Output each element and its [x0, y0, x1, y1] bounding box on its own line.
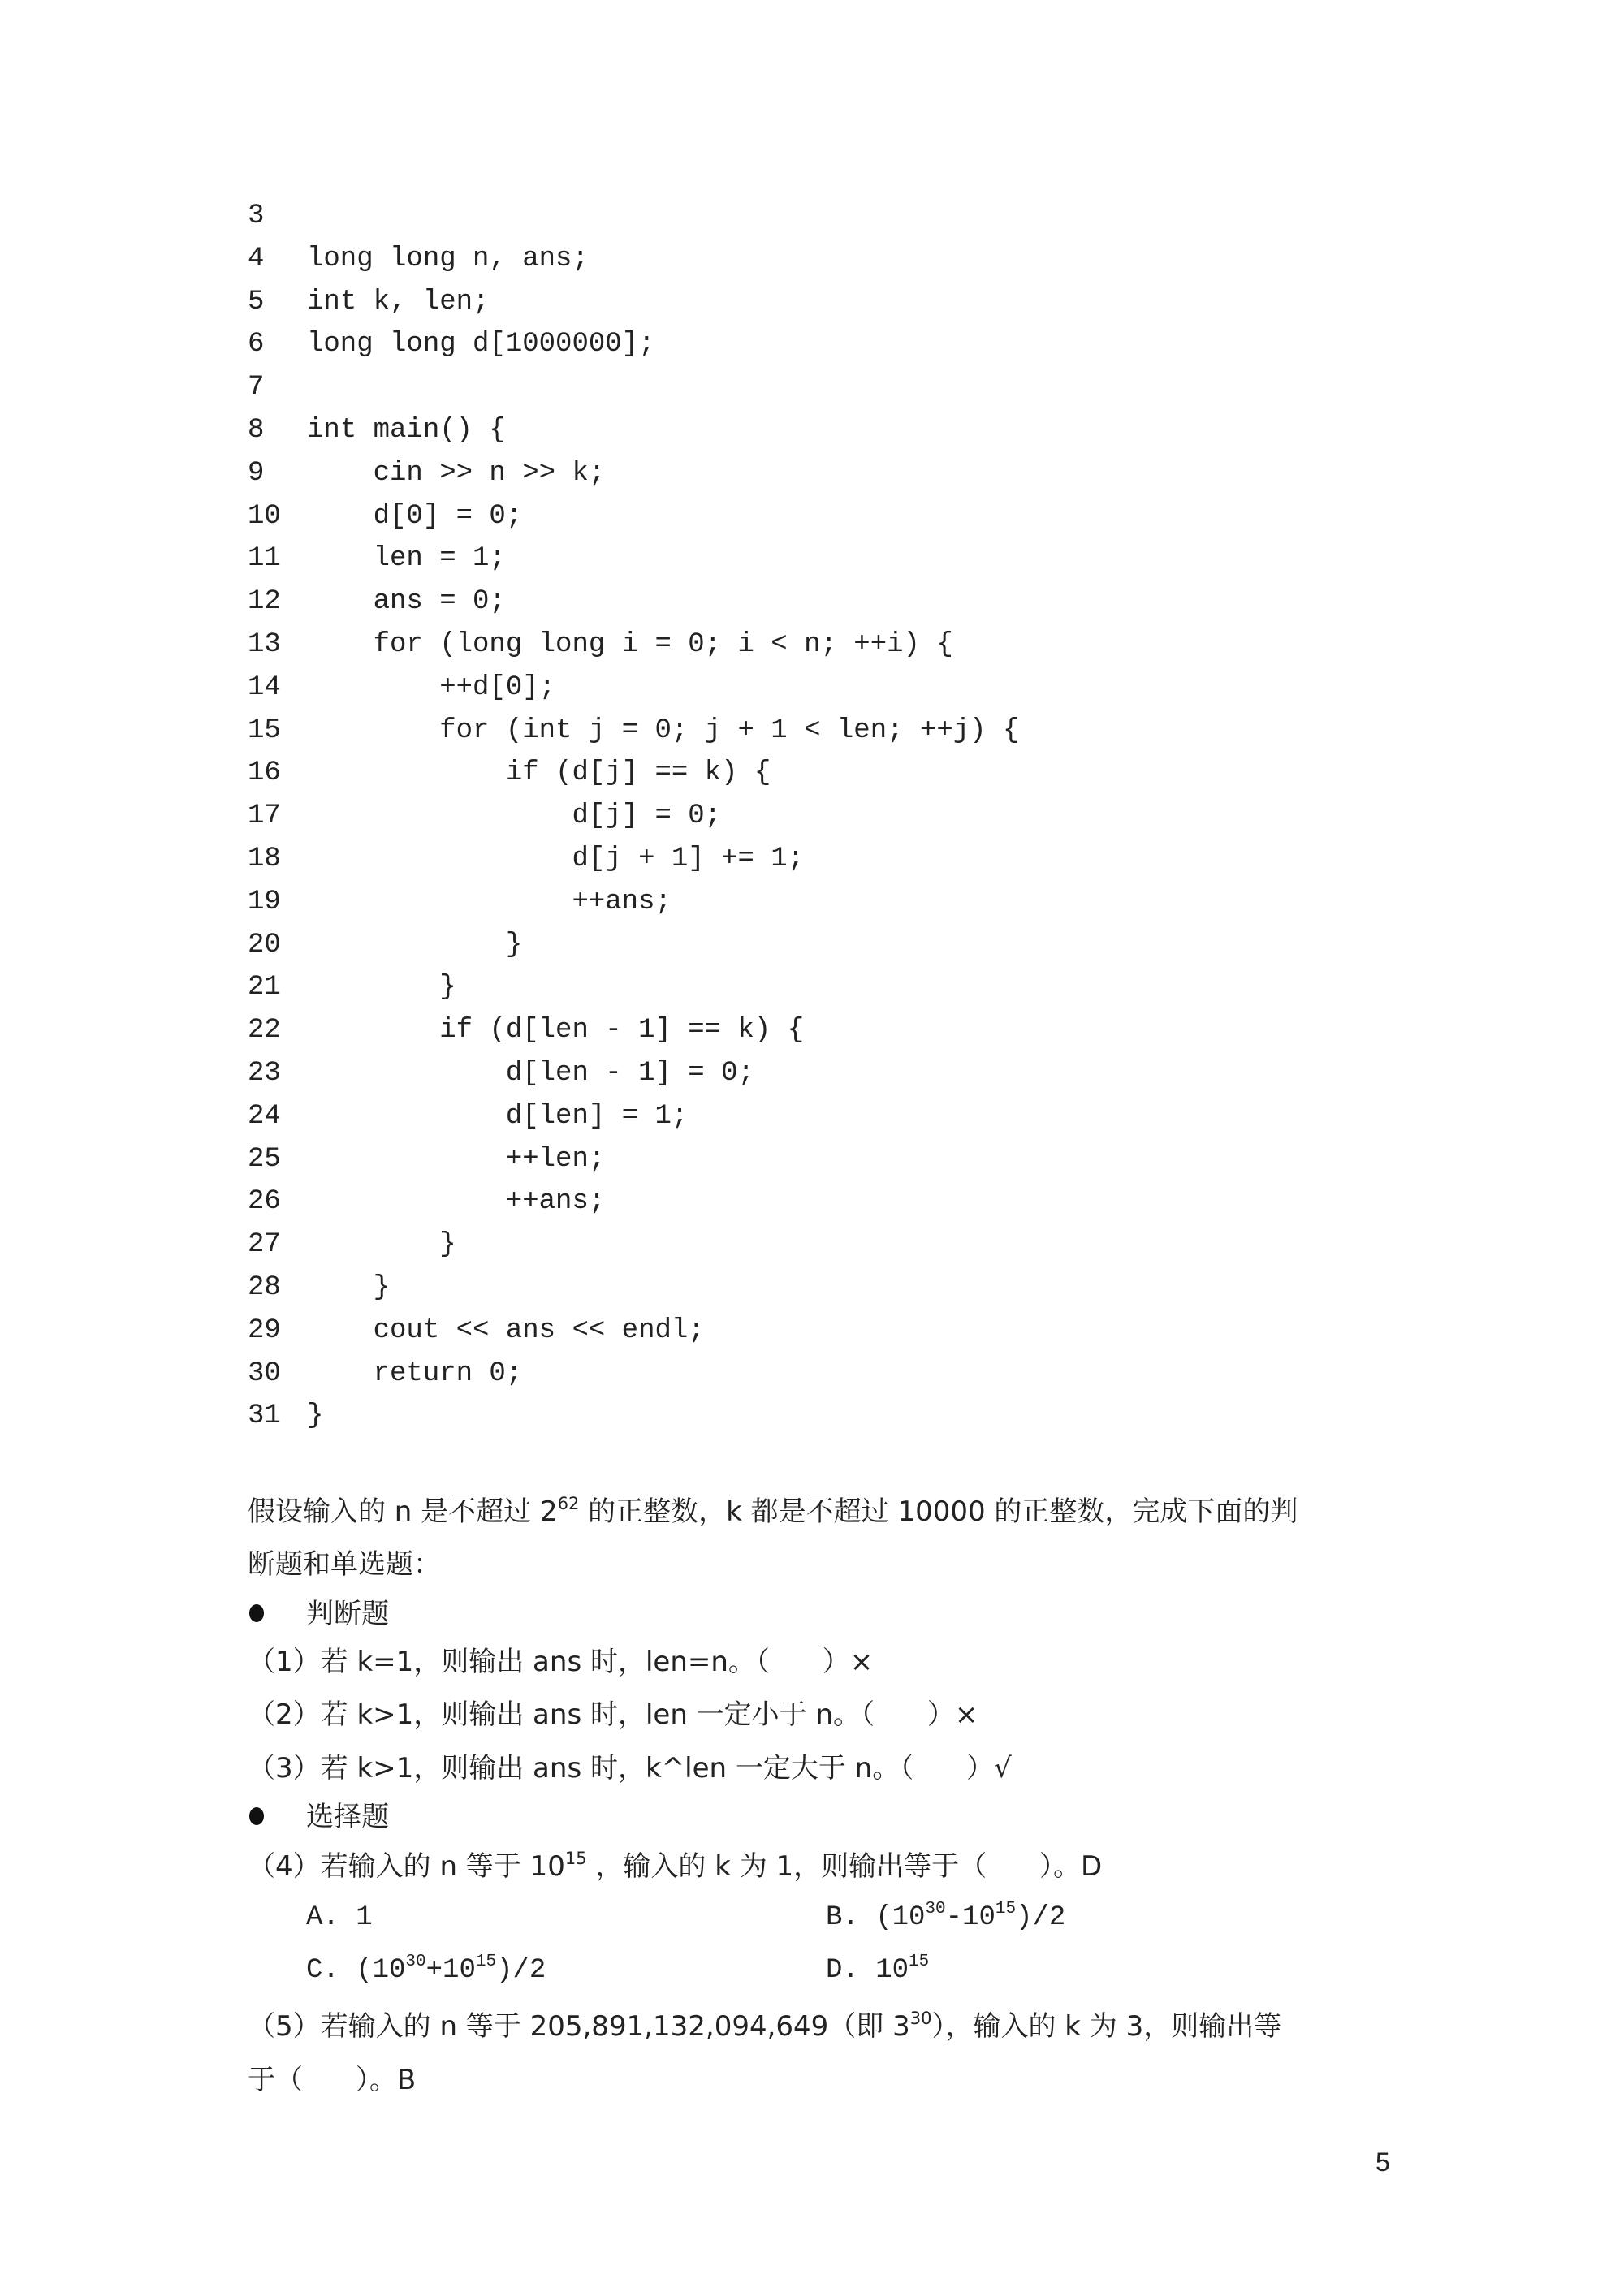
intro-part: 假设输入的 n 是不超过 2: [248, 1495, 558, 1528]
section-judge-heading: [249, 1596, 389, 1632]
line-number: 17: [248, 801, 281, 832]
exponent: 15: [475, 1953, 497, 1971]
question-5: [248, 2009, 1281, 2044]
page-number: 5: [1376, 2147, 1390, 2177]
opt-part: +10: [425, 1955, 476, 1986]
exponent: 15: [995, 1900, 1017, 1918]
code-text: for (int j = 0; j + 1 < len; ++j) {: [307, 714, 1020, 746]
code-text: long long d[1000000];: [307, 329, 655, 360]
q5-part: ），输入的 k 为 3，则输出等: [931, 2010, 1282, 2043]
line-number: 28: [248, 1271, 281, 1303]
exponent: 30: [925, 1900, 946, 1918]
code-text: ++ans;: [307, 1186, 606, 1218]
code-text: if (d[len - 1] == k) {: [307, 1015, 805, 1047]
code-text: for (long long i = 0; i < n; ++i) {: [307, 628, 953, 660]
line-number: 23: [248, 1057, 281, 1089]
line-number: 13: [248, 628, 281, 660]
option-d: [826, 1955, 929, 1986]
line-number: 20: [248, 929, 281, 960]
line-number: 19: [248, 886, 281, 917]
line-number: 5: [248, 286, 265, 317]
code-text: d[j + 1] += 1;: [307, 843, 805, 874]
line-number: 7: [248, 372, 265, 404]
exponent: 30: [405, 1953, 426, 1971]
code-text: return 0;: [307, 1357, 523, 1389]
section-label: 选择题: [306, 1801, 389, 1833]
line-number: 22: [248, 1015, 281, 1047]
code-text: }: [307, 1400, 324, 1432]
code-text: d[len - 1] = 0;: [307, 1057, 754, 1089]
section-choice-heading: [249, 1799, 389, 1835]
line-number: 11: [248, 543, 281, 575]
q4-part: （4）若输入的 n 等于 10: [248, 1850, 565, 1883]
code-text: d[0] = 0;: [307, 500, 523, 532]
question-5-line2: 于（ ）。B: [248, 2064, 417, 2096]
code-text: if (d[j] == k) {: [307, 757, 771, 789]
exponent: 62: [557, 1494, 580, 1513]
intro-text: [248, 1494, 1298, 1530]
opt-part: )/2: [1016, 1902, 1066, 1933]
code-text: }: [307, 1271, 391, 1303]
code-text: ans = 0;: [307, 586, 506, 618]
line-number: 26: [248, 1186, 281, 1218]
option-b: [826, 1902, 1065, 1933]
line-number: 3: [248, 201, 265, 231]
line-number: 10: [248, 500, 281, 532]
code-text: ++ans;: [307, 886, 672, 917]
question-4: [248, 1849, 1102, 1884]
line-number: 27: [248, 1229, 281, 1261]
line-number: 12: [248, 586, 281, 618]
code-text: int k, len;: [307, 286, 490, 317]
option-a: A. 1: [306, 1902, 373, 1933]
line-number: 15: [248, 714, 281, 746]
line-number: 8: [248, 414, 265, 446]
question-1: （1）若 k=1，则输出 ans 时，len=n。（ ）×: [248, 1646, 874, 1678]
intro-part: 的正整数，k 都是不超过 10000 的正整数，完成下面的判: [579, 1495, 1298, 1528]
q5-part: （5）若输入的 n 等于 205,891,132,094,649（即 3: [248, 2010, 910, 2043]
opt-part: B. (10: [826, 1902, 926, 1933]
opt-part: -10: [945, 1902, 996, 1933]
code-text: len = 1;: [307, 543, 506, 575]
option-c: [306, 1955, 546, 1986]
code-text: }: [307, 929, 523, 960]
line-number: 21: [248, 972, 281, 1003]
intro-text-line2: 断题和单选题：: [248, 1548, 441, 1581]
line-number: 18: [248, 843, 281, 874]
code-text: d[j] = 0;: [307, 801, 722, 832]
line-number: 24: [248, 1100, 281, 1132]
code-text: }: [307, 1229, 456, 1261]
code-text: d[len] = 1;: [307, 1100, 689, 1132]
line-number: 31: [248, 1400, 281, 1432]
question-3: （3）若 k>1，则输出 ans 时，k^len 一定大于 n。（ ）√: [248, 1752, 1012, 1785]
code-text: int main() {: [307, 414, 506, 446]
code-text: ++len;: [307, 1143, 606, 1175]
code-text: cout << ans << endl;: [307, 1314, 705, 1346]
section-label: 判断题: [306, 1598, 389, 1630]
line-number: 16: [248, 757, 281, 789]
line-number: 30: [248, 1357, 281, 1389]
opt-part: )/2: [496, 1955, 546, 1986]
exponent: 15: [564, 1849, 587, 1868]
line-number: 29: [248, 1314, 281, 1346]
code-text: }: [307, 972, 456, 1003]
line-number: 25: [248, 1143, 281, 1175]
code-text: long long n, ans;: [307, 243, 589, 274]
line-number: 4: [248, 243, 265, 274]
line-number: 14: [248, 671, 281, 703]
code-text: cin >> n >> k;: [307, 457, 606, 489]
exponent: 30: [909, 2009, 932, 2028]
code-text: ++d[0];: [307, 671, 556, 703]
question-2: （2）若 k>1，则输出 ans 时，len 一定小于 n。（ ）×: [248, 1698, 978, 1731]
line-number: 9: [248, 457, 265, 489]
opt-part: D. 10: [826, 1955, 909, 1986]
line-number: 6: [248, 329, 265, 360]
exponent: 15: [909, 1953, 930, 1971]
opt-part: C. (10: [306, 1955, 406, 1986]
q4-part: ，输入的 k 为 1，则输出等于（ ）。D: [586, 1850, 1103, 1883]
